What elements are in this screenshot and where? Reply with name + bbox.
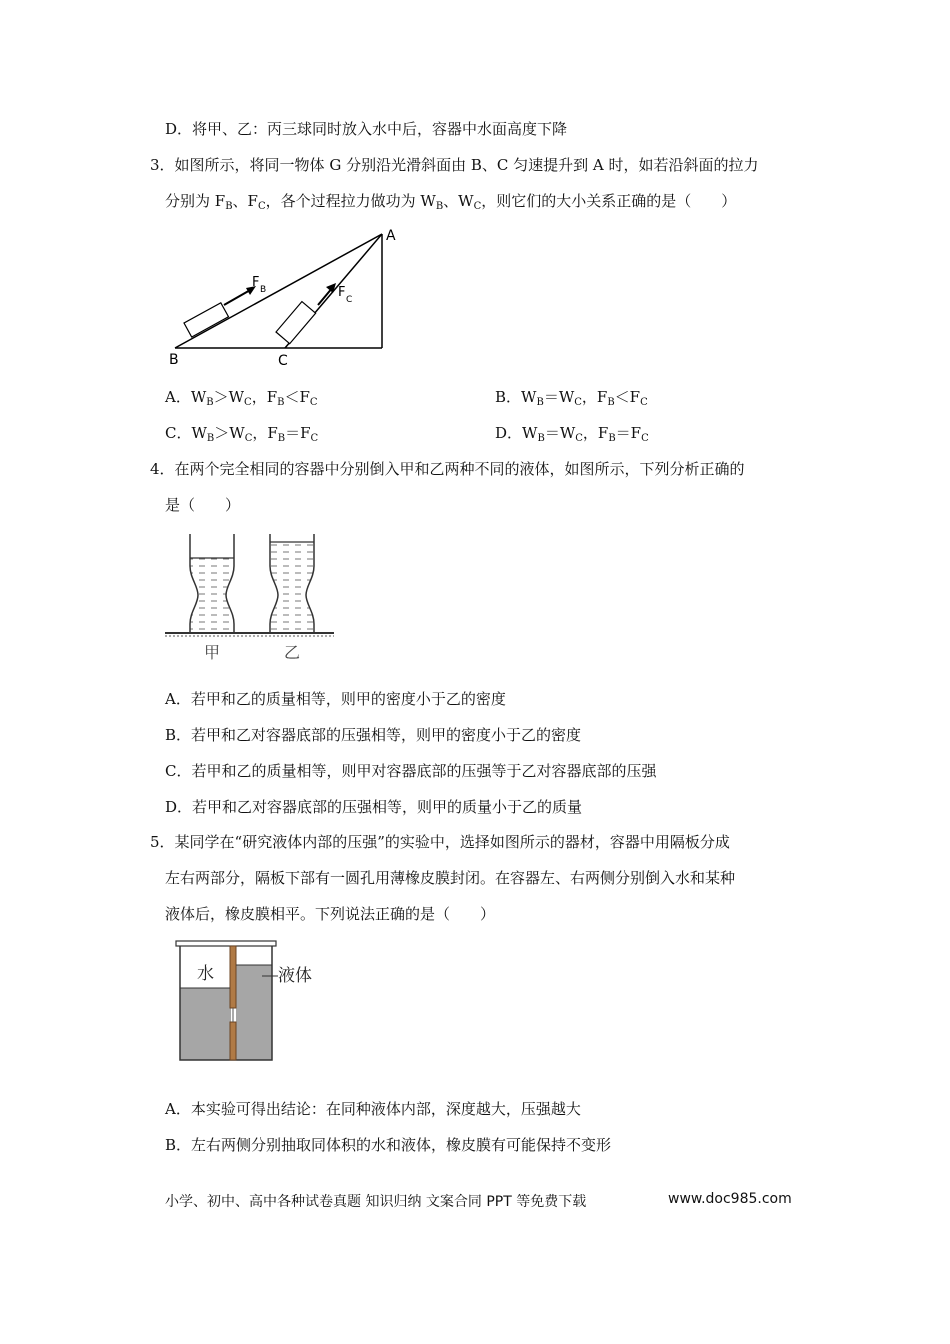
q4-option-c: C．若甲和乙的质量相等，则甲对容器底部的压强等于乙对容器底部的压强 [165, 762, 657, 780]
vertex-a-label: A [386, 228, 396, 244]
q3-stem-line1: 3．如图所示，将同一物体 G 分别沿光滑斜面由 B、C 匀速提升到 A 时，如若沿斜面的拉力 [150, 156, 759, 174]
q4-stem-line1: 4．在两个完全相同的容器中分别倒入甲和乙两种不同的液体，如图所示，下列分析正确的 [150, 460, 745, 478]
q4-stem-line2: 是（ ） [165, 496, 241, 514]
partition-upper [230, 946, 236, 1008]
force-c-subscript: C [346, 295, 353, 305]
force-b-label: F [252, 275, 260, 290]
water-fill [180, 988, 231, 1060]
q4-containers-figure [162, 528, 342, 666]
q5-stem-line2: 左右两部分，隔板下部有一圆孔用薄橡皮膜封闭。在容器左、右两侧分别倒入水和某种 [165, 869, 736, 887]
q3-option-a: A．$W_B>W_C$，$F_B<F_C$ [165, 388, 318, 408]
q3-option-d: D．$W_B=W_C$，$F_B=F_C$ [495, 424, 649, 444]
q4-option-b: B．若甲和乙对容器底部的压强相等，则甲的密度小于乙的密度 [165, 726, 582, 744]
q3-option-c: C．$W_B>W_C$，$F_B=F_C$ [165, 424, 319, 444]
container-rim [176, 941, 276, 946]
force-b-subscript: B [260, 285, 267, 295]
force-c-arrow [326, 283, 336, 293]
q5-partition-figure [174, 938, 334, 1066]
q5-option-b: B．左右两侧分别抽取同体积的水和液体，橡皮膜有可能保持不变形 [165, 1136, 612, 1154]
q3-option-b: B．$W_B=W_C$，$F_B<F_C$ [495, 388, 648, 408]
partition-lower [230, 1022, 236, 1060]
block-on-ca [276, 302, 316, 344]
q4-option-d: D．若甲和乙对容器底部的压强相等，则甲的质量小于乙的质量 [165, 798, 583, 816]
q2-option-d: D．将甲、乙：丙三球同时放入水中后，容器中水面高度下降 [165, 120, 568, 138]
vertex-c-label: C [278, 353, 288, 369]
q5-stem-line1: 5．某同学在“研究液体内部的压强”的实验中，选择如图所示的器材，容器中用隔板分成 [150, 833, 730, 851]
q3-incline-figure [160, 222, 410, 372]
vertex-b-label: B [169, 352, 179, 368]
q3-stem-line2: 分别为 $F_B$、$F_C$，各个过程拉力做功为 $W_B$、$W_C$，则它们的大小关系正确的是（ ） [165, 192, 737, 212]
footer-url[interactable]: www.doc985.com [668, 1191, 792, 1207]
footer-text: 小学、初中、高中各种试卷真题 知识归纳 文案合同 PPT 等免费下载 [165, 1194, 587, 1210]
q5-option-a: A．本实验可得出结论：在同种液体内部，深度越大，压强越大 [165, 1100, 581, 1118]
q4-option-a: A．若甲和乙的质量相等，则甲的密度小于乙的密度 [165, 690, 506, 708]
label-liquid: 液体 [278, 966, 312, 986]
label-yi: 乙 [284, 643, 301, 662]
label-jia: 甲 [204, 643, 221, 662]
liquid-fill [236, 965, 272, 1060]
q5-stem-line3: 液体后，橡皮膜相平。下列说法正确的是（ ） [165, 905, 496, 923]
block-on-ba [184, 303, 229, 337]
label-water: 水 [197, 964, 214, 984]
force-c-label: F [338, 285, 346, 300]
container-jia-liquid [190, 558, 234, 632]
